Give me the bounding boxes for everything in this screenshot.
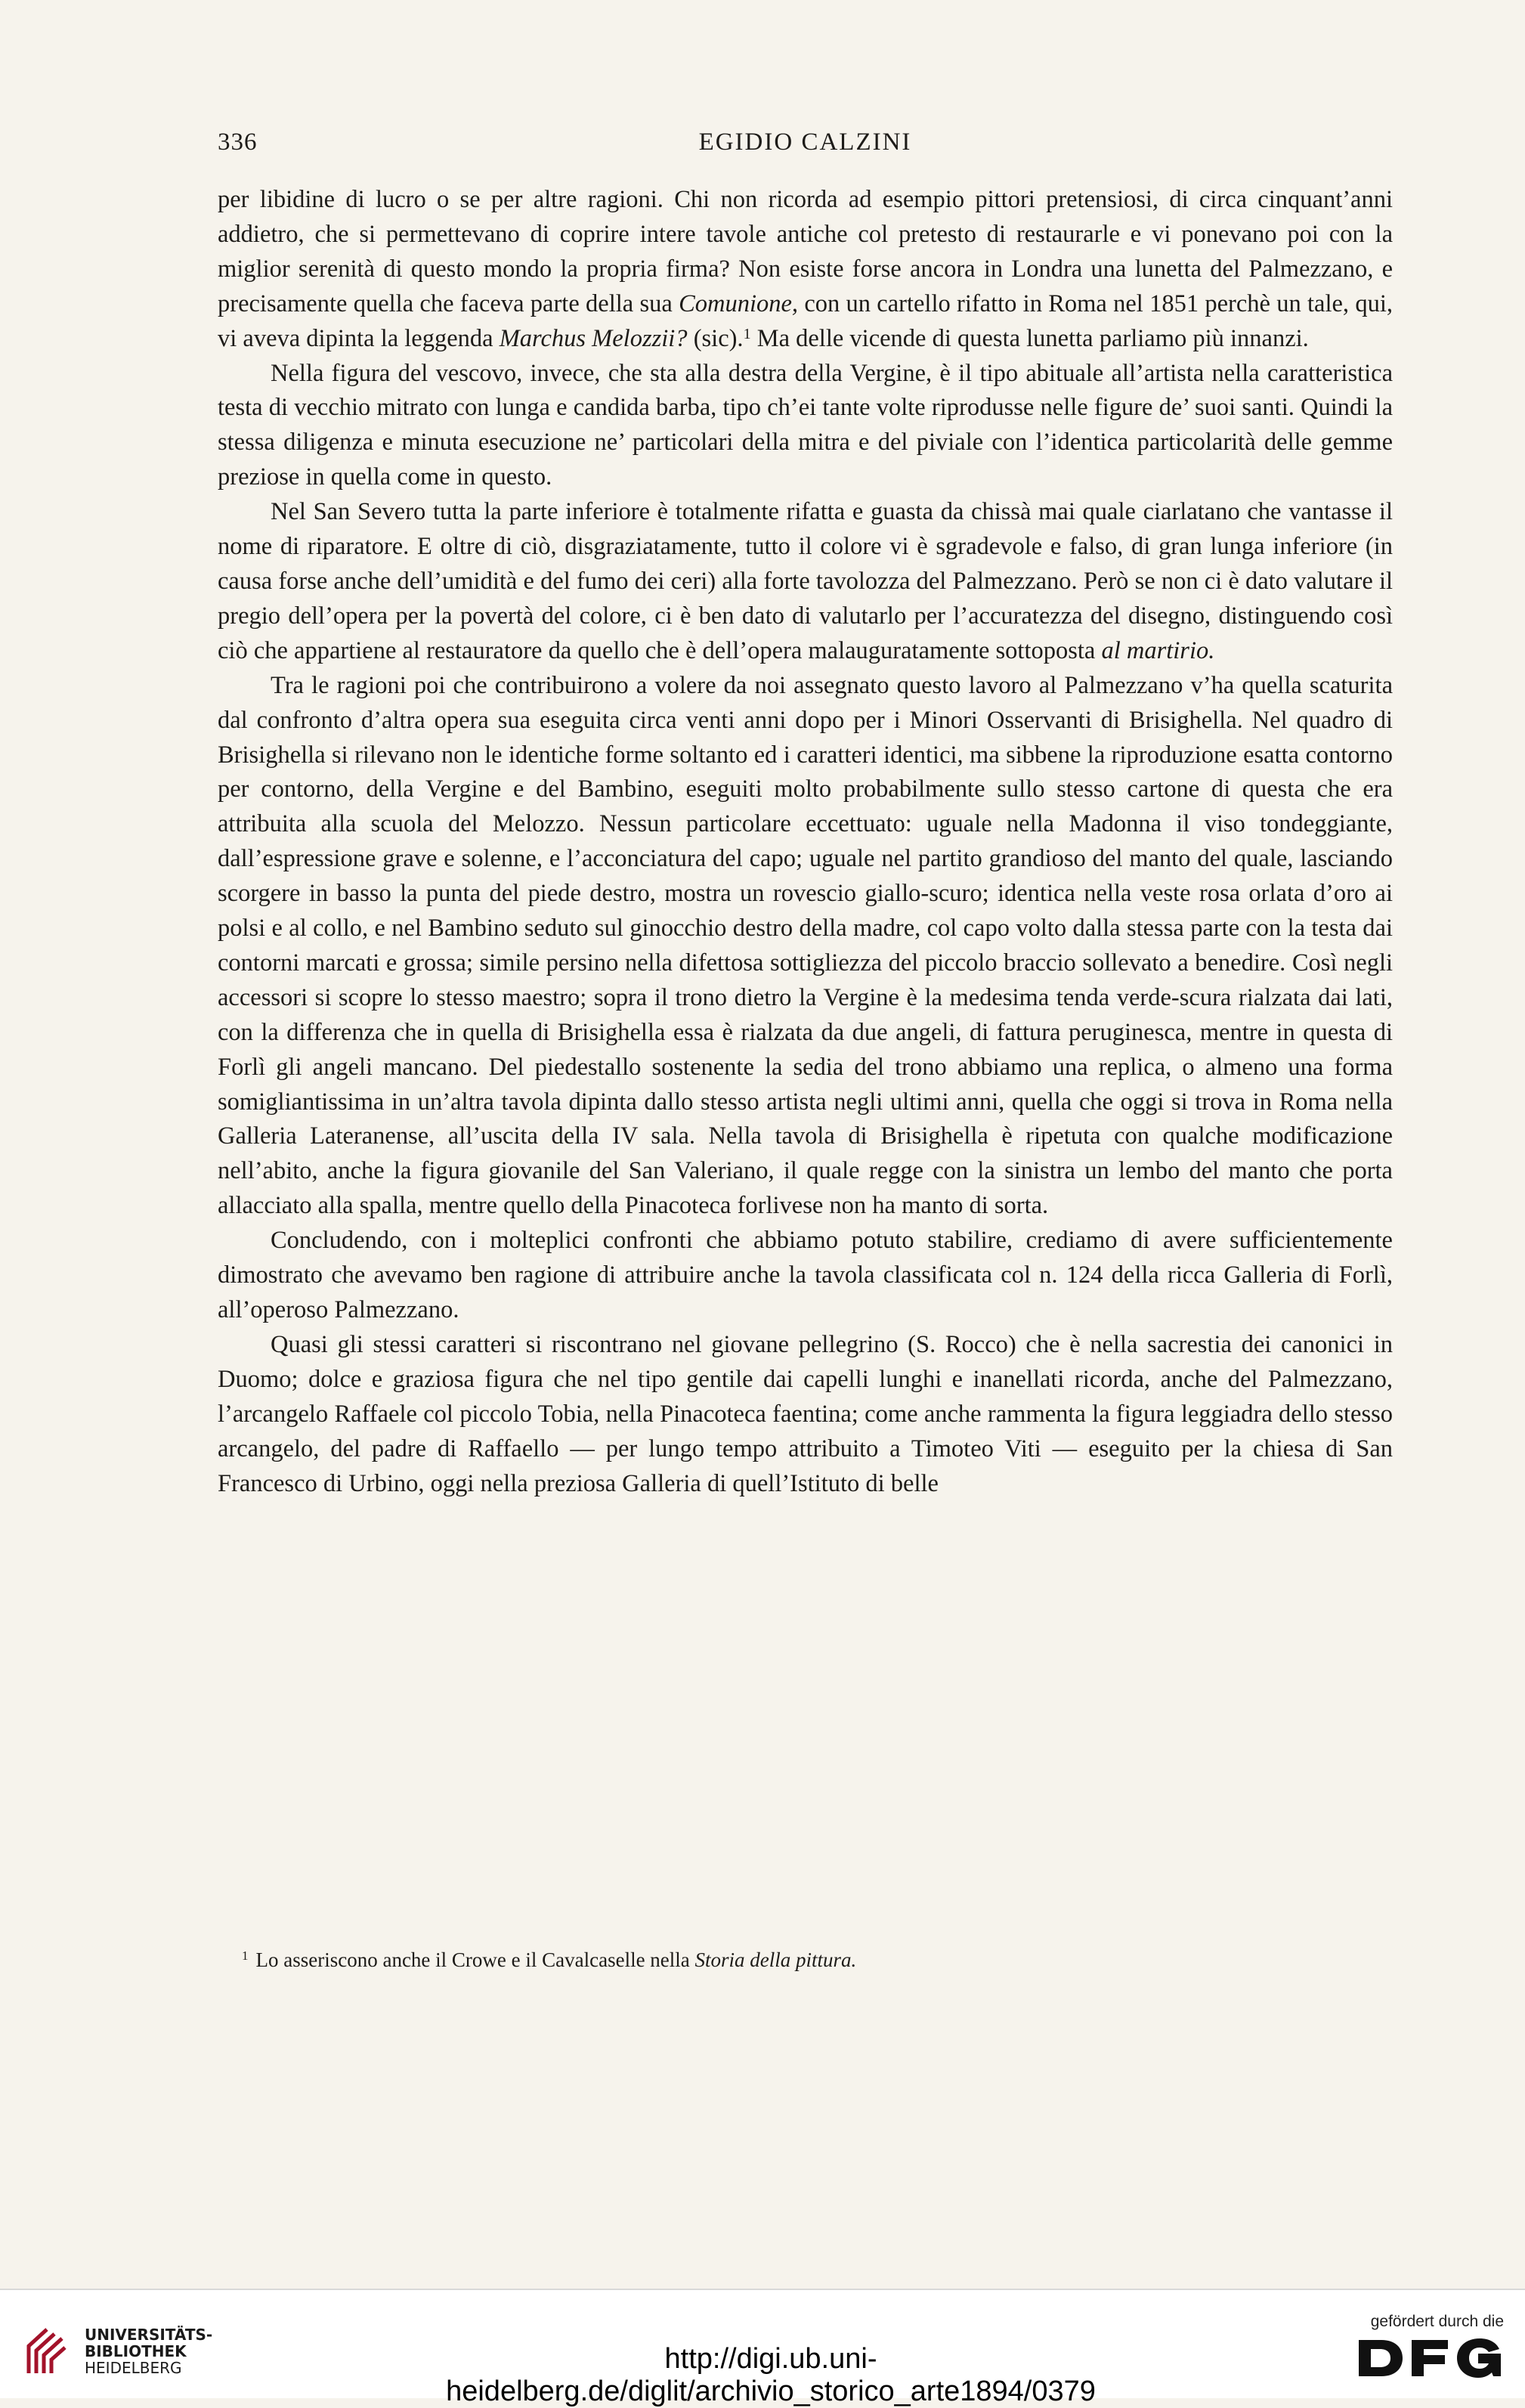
- funding-credit: [1330, 2313, 1504, 2379]
- footnote-mark: 1: [242, 1948, 249, 1963]
- funding-label: gefördert durch die: [1370, 2313, 1504, 2330]
- paragraph: Quasi gli stessi caratteri si riscontrano nel giovane pellegrino (S. Rocco) che è nella sacrestia dei canonici in Duomo; dolce e graziosa figura che nel tipo gentile dai capelli lunghi e inanellati ricorda, anche del Palmezzano, l’arcangelo Raffaele col piccolo Tobia, nella Pinacoteca faentina; come anche rammenta la figura leggiadra dello stesso arcangelo, del padre di Raffaello — per lungo tempo attribuito a Timoteo Viti — eseguito per la chiesa di San Francesco di Urbino, oggi nella preziosa Galleria di quell’Istituto di belle: [218, 1330, 1393, 1497]
- paragraph: Concludendo, con i molteplici confronti che abbiamo potuto stabilire, crediamo di avere sufficientemente dimostrato che avevamo ben ragione di attribuire anche la tavola classificata col n. 124 della ricca Galleria di Forlì, all’operoso Palmezzano.: [218, 1227, 1393, 1323]
- italic-inscription: Marchus Melozzii?: [499, 324, 688, 352]
- footnote-italic-title: Storia della pittura.: [694, 1948, 857, 1971]
- paragraph: per libidine di lucro o se per altre ragioni. Chi non ricorda ad esempio pittori pretensiosi, di circa cinquant’anni addietro, che si permettevano di coprire intere tavole antiche col pretesto di restaurarle e vi ponevano poi con la miglior serenità di questo mondo la propria firma? Non esiste forse ancora in Londra una lunetta del Palmezzano, e precisamente quella che faceva parte della sua Comunione, con un cartello rifatto in Roma nel 1851 perchè un tale, qui, vi aveva dipinta la leggenda Marchus Melozzii? (sic).$^1$ Ma delle vicende di questa lunetta parliamo più innanzi.: [218, 186, 1393, 352]
- dfg-logo-icon[interactable]: [1356, 2335, 1504, 2379]
- paragraph: Tra le ragioni poi che contribuirono a volere da noi assegnato questo lavoro al Palmezzano v’ha quella scaturita dal confronto d’altra opera sua eseguita circa venti anni dopo per i Minori Osservanti di Brisighella. Nel quadro di Brisighella si rilevano non le identiche forme soltanto ed i caratteri identici, ma sibbene la riproduzione esatta contorno per contorno, della Vergine e del Bambino, eseguiti molto probabilmente sullo stesso cartone di questa che era attribuita alla scuola del Melozzo. Nessun particolare eccettuato: uguale nella Madonna il viso tondeggiante, dall’espressione grave e solenne, e l’acconciatura del capo; uguale nel partito grandioso del manto del quale, lasciando scorgere in basso la punta del piede destro, mostra un rovescio giallo-scuro; identica nella veste rosa orlata d’oro ai polsi e al collo, e nel Bambino seduto sul ginocchio destro della madre, col capo volto dalla stessa parte con la testa dai contorni marcati e grossa; simile persino nella difettosa sottigliezza del piccolo braccio sollevato a benedire. Così negli accessori si scopre lo stesso maestro; sopra il trono dietro la Vergine è la medesima tenda verde-scura rialzata dai lati, con la differenza che in quella di Brisighella essa è rialzata da due angeli, di fattura peruginesca, mentre in questa di Forlì gli angeli mancano. Del piedestallo sostenente la sedia del trono abbiamo una replica, o almeno una forma somigliantissima in un’altra tavola dipinta dallo stesso artista negli ultimi anni, quella che oggi si trova in Roma nella Galleria Lateranense, all’uscita della IV sala. Nella tavola di Brisighella è ripetuta con qualche modificazione nell’abito, anche la figura giovanile del San Valeriano, il quale regge con la sinistra un lembo del manto che porta allacciato alla spalla, mentre quello della Pinacoteca forlivese non ha manto di sorta.: [218, 671, 1393, 1220]
- page-number: 336: [218, 128, 258, 156]
- library-name[interactable]: UNIVERSITÄTS- BIBLIOTHEK HEIDELBERG: [85, 2326, 213, 2377]
- italic-phrase: al martirio.: [1101, 636, 1215, 664]
- paragraph: Nella figura del vescovo, invece, che sta alla destra della Vergine, è il tipo abituale all’artista nella caratteristica testa di vecchio mitrato con lunga e candida barba, tipo ch’ei tante volte riprodusse nelle figure de’ suoi santi. Quindi la stessa diligenza e minuta esecuzione ne’ particolari della mitra e del piviale con l’identica particolarità delle gemme preziose in quella come in questo.: [218, 359, 1393, 491]
- permalink-url[interactable]: http://digi.ub.uni-heidelberg.de/diglit/archivio_storico_arte1894/0379: [446, 2343, 1096, 2407]
- main-text: [218, 183, 1393, 1501]
- page-header: [218, 128, 1393, 166]
- running-head: EGIDIO CALZINI: [698, 128, 912, 156]
- paragraph: Nel San Severo tutta la parte inferiore è totalmente rifatta e guasta da chissà mai quale ciarlatano che vantasse il nome di riparatore. E oltre di ciò, disgraziatamente, tutto il colore vi è sgradevole e falso, di gran lunga inferiore (in causa forse anche dell’umidità e del fumo dei ceri) alla forte tavolozza del Palmezzano. Però se non ci è dato valutare il pregio dell’opera per la povertà del colore, ci è ben dato di valutarlo per l’accuratezza del disegno, distinguendo così ciò che appartiene al restauratore da quello che è dell’opera malauguratamente sottoposta al martirio.: [218, 498, 1393, 664]
- italic-title: Comunione,: [679, 289, 799, 317]
- footnote: $^1$ Lo asseriscono anche il Crowe e il Cavalcaselle nella Storia della pittura.: [242, 1948, 857, 1971]
- footnote-reference[interactable]: 1: [743, 325, 751, 342]
- digitization-footer: [0, 2289, 1525, 2407]
- library-logo-icon[interactable]: [21, 2323, 71, 2378]
